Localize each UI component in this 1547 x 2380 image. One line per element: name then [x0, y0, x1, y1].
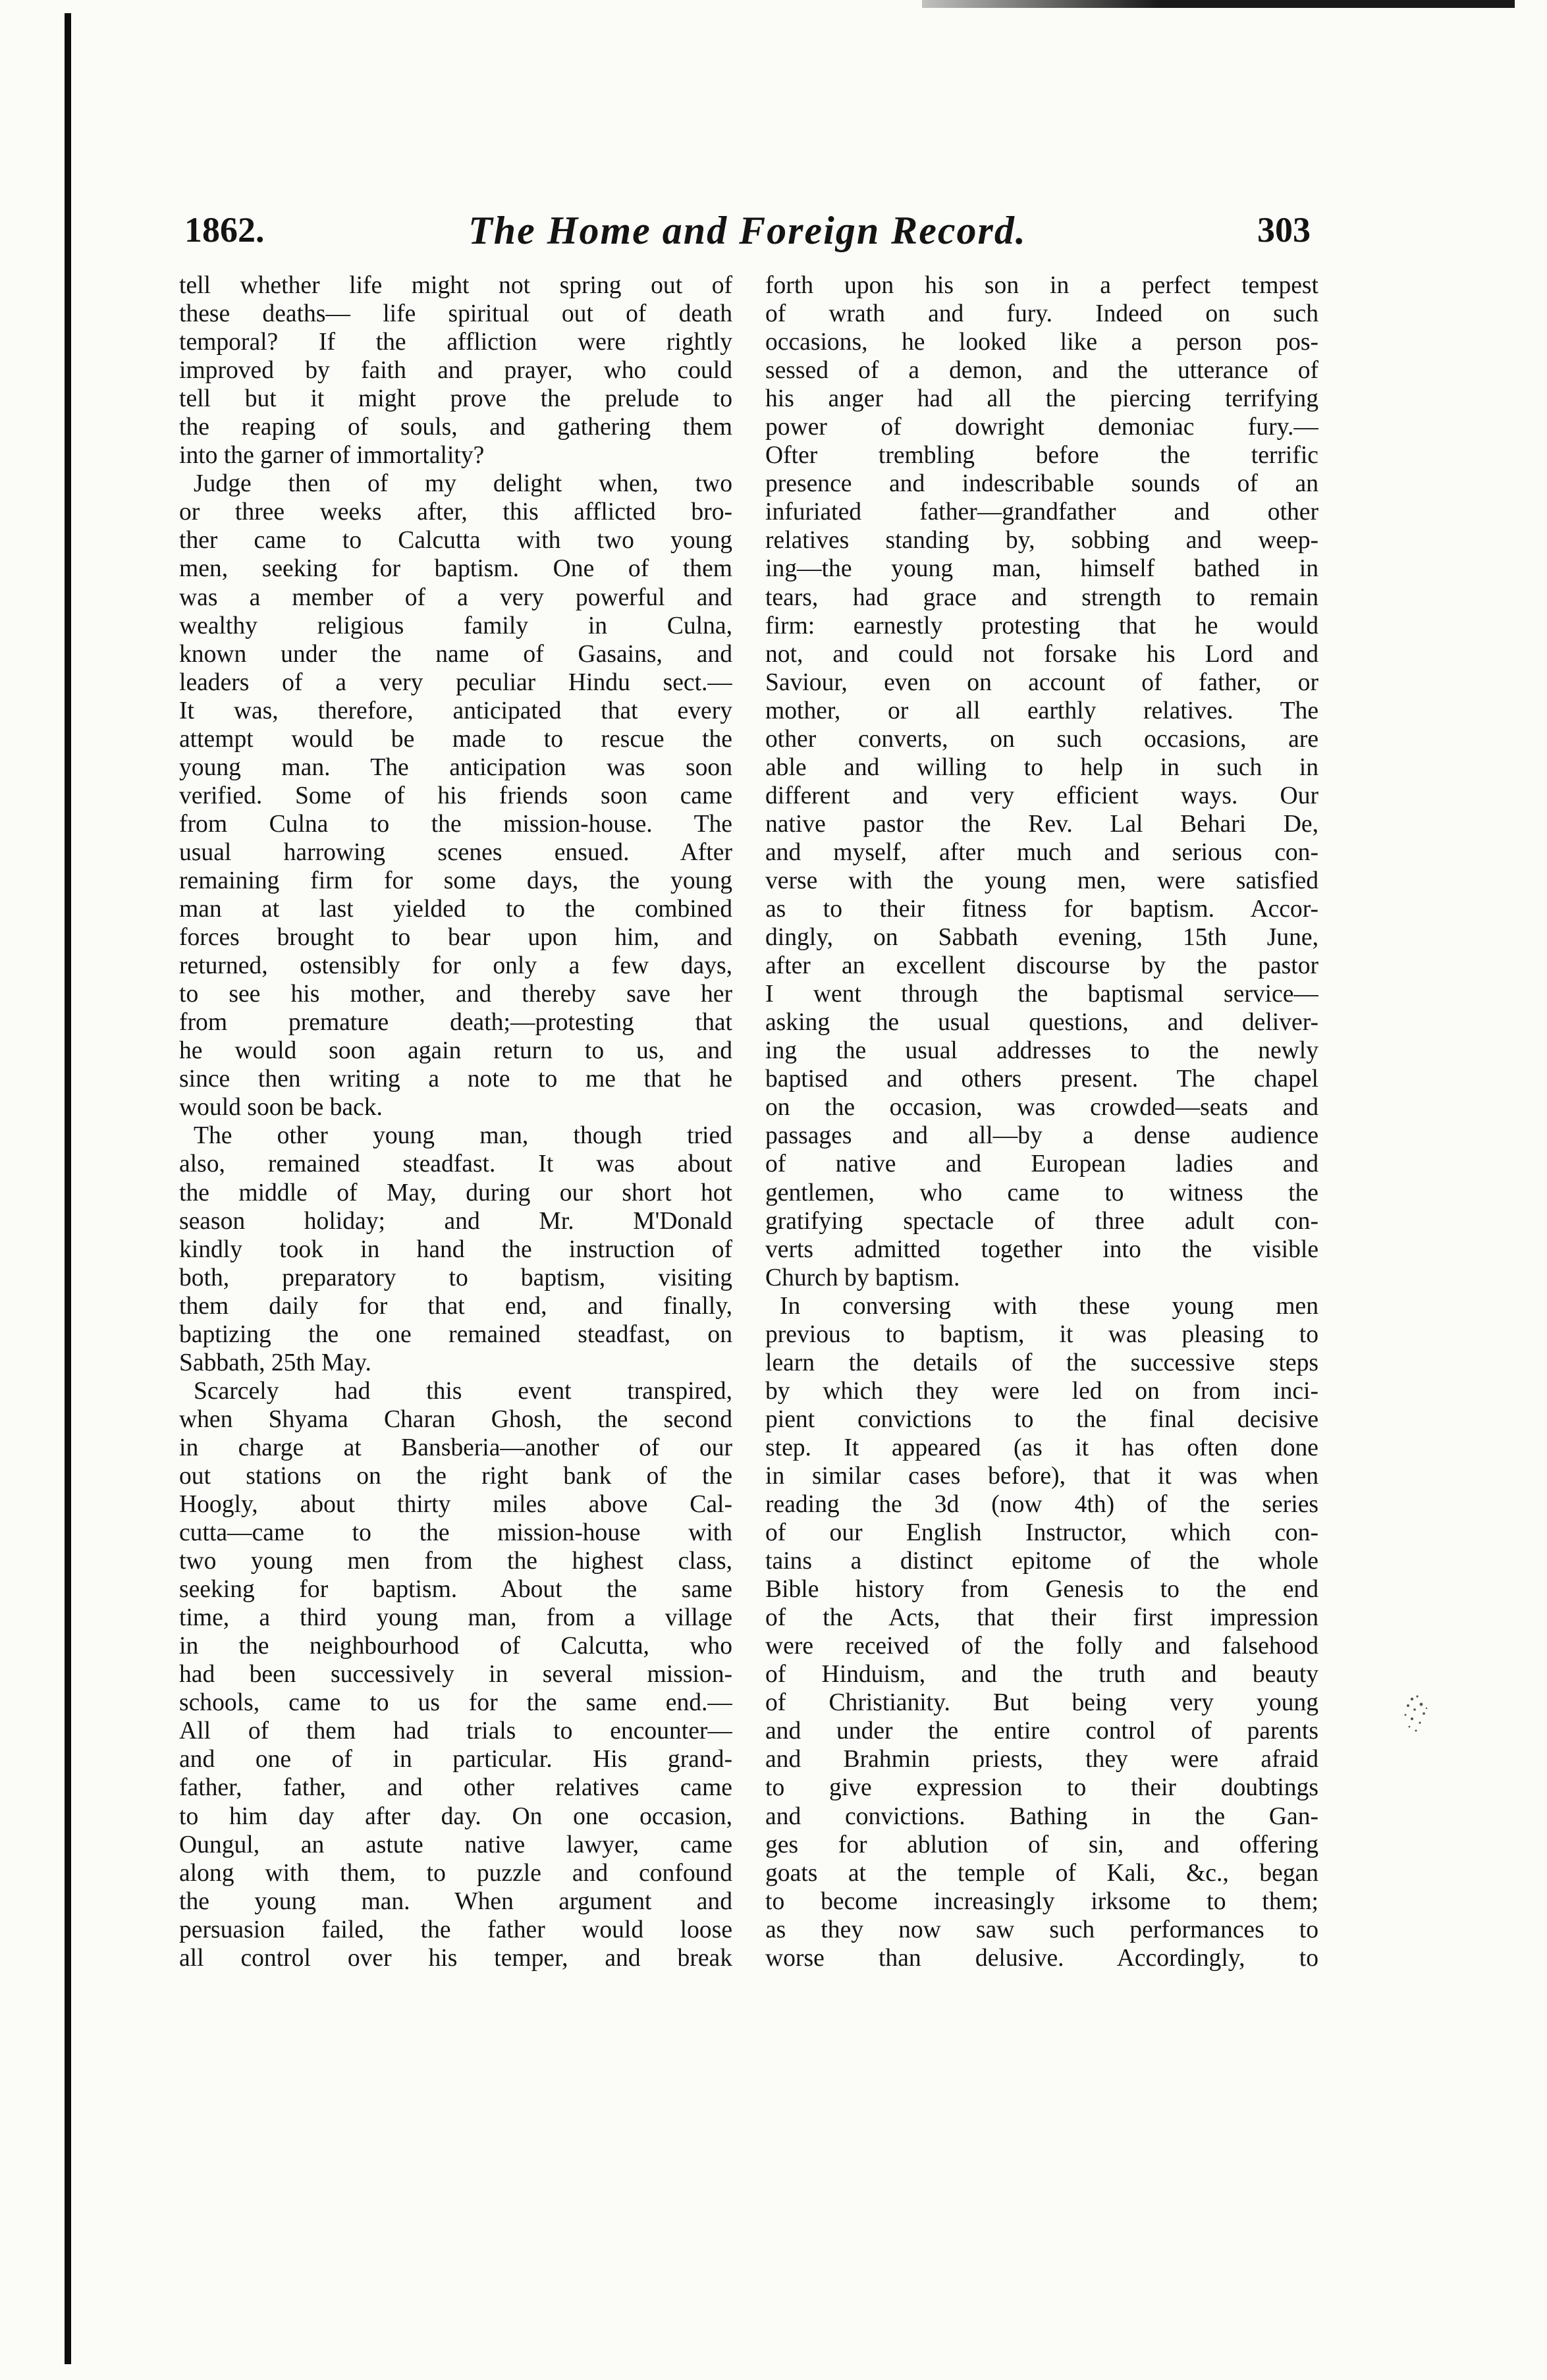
text-line: relatives standing by, sobbing and weep- — [765, 527, 1318, 554]
text-line: kindly took in hand the instruction of — [179, 1235, 732, 1263]
text-line: different and very efficient ways. Our — [765, 782, 1318, 809]
text-line: out stations on the right bank of the — [179, 1462, 732, 1490]
text-line: by which they were led on from inci- — [765, 1377, 1318, 1405]
text-line: known under the name of Gasains, and — [179, 640, 732, 668]
text-line: had been successively in several mission- — [179, 1661, 732, 1689]
text-line: usual harrowing scenes ensued. After — [179, 838, 732, 866]
left-text-column — [179, 271, 732, 1972]
text-line: It was, therefore, anticipated that every — [179, 697, 732, 724]
text-line: verified. Some of his friends soon came — [179, 782, 732, 809]
text-line: were received of the folly and falsehood — [765, 1633, 1318, 1660]
text-line: tains a distinct epitome of the whole — [765, 1548, 1318, 1575]
text-line: In conversing with these young men — [780, 1292, 1318, 1320]
text-line: Ofter trembling before the terrific — [765, 442, 1318, 470]
text-line: returned, ostensibly for only a few days, — [179, 952, 732, 980]
text-line: man at last yielded to the combined — [179, 896, 732, 923]
text-line: as to their fitness for baptism. Accor- — [765, 896, 1318, 923]
text-line: presence and indescribable sounds of an — [765, 470, 1318, 498]
text-line: these deaths— life spiritual out of death — [179, 300, 732, 328]
text-line: as they now saw such performances to — [765, 1916, 1318, 1943]
text-line: or three weeks after, this afflicted bro- — [179, 499, 732, 526]
text-line: from premature death;—protesting that — [179, 1009, 732, 1037]
text-line: asking the usual questions, and deliver- — [765, 1009, 1318, 1037]
text-line: previous to baptism, it was pleasing to — [765, 1320, 1318, 1348]
text-line: sessed of a demon, and the utterance of — [765, 357, 1318, 385]
text-line: after an excellent discourse by the pastor — [765, 952, 1318, 980]
text-line: power of dowright demoniac fury.— — [765, 414, 1318, 441]
page-edge-shadow — [65, 13, 71, 2364]
text-line: to see his mother, and thereby save her — [179, 981, 732, 1008]
text-line: them daily for that end, and finally, — [179, 1292, 732, 1320]
page-number: 303 — [1257, 210, 1311, 250]
text-line: persuasion failed, the father would loose — [179, 1916, 732, 1943]
text-line: in similar cases before), that it was when — [765, 1462, 1318, 1490]
text-line: schools, came to us for the same end.— — [179, 1689, 732, 1717]
text-line: also, remained steadfast. It was about — [179, 1150, 732, 1178]
text-line: cutta—came to the mission-house with — [179, 1519, 732, 1547]
text-line: along with them, to puzzle and confound — [179, 1859, 732, 1887]
text-line: to give expression to their doubtings — [765, 1774, 1318, 1802]
text-line: into the garner of immortality? — [179, 442, 485, 470]
text-line: Bible history from Genesis to the end — [765, 1576, 1318, 1604]
text-line: Saviour, even on account of father, or — [765, 668, 1318, 696]
header-year: 1862. — [184, 210, 265, 250]
text-line: the young man. When argument and — [179, 1887, 732, 1915]
text-line: when Shyama Charan Ghosh, the second — [179, 1405, 732, 1433]
text-line: since then writing a note to me that he — [179, 1066, 732, 1093]
text-line: time, a third young man, from a village — [179, 1604, 732, 1632]
text-line: was a member of a very powerful and — [179, 583, 732, 611]
text-line: Scarcely had this event transpired, — [194, 1377, 732, 1405]
text-line: learn the details of the successive steps — [765, 1349, 1318, 1376]
text-line: tears, had grace and strength to remain — [765, 583, 1318, 611]
text-line: all control over his temper, and break — [179, 1944, 732, 1972]
text-line: ing—the young man, himself bathed in — [765, 555, 1318, 583]
text-line: able and willing to help in such in — [765, 753, 1318, 781]
text-line: of native and European ladies and — [765, 1150, 1318, 1178]
ink-speck-mark — [1398, 1690, 1437, 1743]
text-line: two young men from the highest class, — [179, 1548, 732, 1575]
text-line: Hoogly, about thirty miles above Cal- — [179, 1491, 732, 1519]
text-line: dingly, on Sabbath evening, 15th June, — [765, 924, 1318, 952]
text-line: worse than delusive. Accordingly, to — [765, 1944, 1318, 1972]
text-line: and one of in particular. His grand- — [179, 1746, 732, 1773]
text-line: occasions, he looked like a person pos- — [765, 329, 1318, 356]
text-line: father, father, and other relatives came — [179, 1774, 732, 1802]
text-line: firm: earnestly protesting that he would — [765, 612, 1318, 639]
text-line: Church by baptism. — [765, 1264, 960, 1291]
text-line: in the neighbourhood of Calcutta, who — [179, 1633, 732, 1660]
text-line: and under the entire control of parents — [765, 1717, 1318, 1745]
text-line: passages and all—by a dense audience — [765, 1122, 1318, 1150]
text-line: All of them had trials to encounter— — [179, 1717, 732, 1745]
text-line: baptised and others present. The chapel — [765, 1066, 1318, 1093]
text-line: of Christianity. But being very young — [765, 1689, 1318, 1717]
text-line: forth upon his son in a perfect tempest — [765, 272, 1318, 299]
text-line: other converts, on such occasions, are — [765, 725, 1318, 753]
text-line: baptizing the one remained steadfast, on — [179, 1320, 732, 1348]
text-line: ges for ablution of sin, and offering — [765, 1831, 1318, 1858]
text-line: the middle of May, during our short hot — [179, 1179, 732, 1206]
journal-title: The Home and Foreign Record. — [468, 209, 1027, 252]
text-line: young man. The anticipation was soon — [179, 753, 732, 781]
text-line: to him day after day. On one occasion, — [179, 1802, 732, 1830]
text-line: of our English Instructor, which con- — [765, 1519, 1318, 1547]
text-line: mother, or all earthly relatives. The — [765, 697, 1318, 724]
text-line: the reaping of souls, and gathering them — [179, 414, 732, 441]
text-line: ther came to Calcutta with two young — [179, 527, 732, 554]
text-line: verts admitted together into the visible — [765, 1235, 1318, 1263]
text-line: to become increasingly irksome to them; — [765, 1887, 1318, 1915]
text-line: step. It appeared (as it has often done — [765, 1434, 1318, 1461]
text-line: in charge at Bansberia—another of our — [179, 1434, 732, 1461]
text-line: Sabbath, 25th May. — [179, 1349, 371, 1376]
text-line: both, preparatory to baptism, visiting — [179, 1264, 732, 1291]
text-line: native pastor the Rev. Lal Behari De, — [765, 810, 1318, 838]
text-line: seeking for baptism. About the same — [179, 1576, 732, 1604]
text-line: attempt would be made to rescue the — [179, 725, 732, 753]
text-line: The other young man, though tried — [194, 1122, 732, 1150]
text-line: and Brahmin priests, they were afraid — [765, 1746, 1318, 1773]
text-line: tell but it might prove the prelude to — [179, 385, 732, 413]
text-line: temporal? If the affliction were rightly — [179, 329, 732, 356]
text-line: and myself, after much and serious con- — [765, 838, 1318, 866]
text-line: gratifying spectacle of three adult con- — [765, 1207, 1318, 1235]
text-line: from Culna to the mission-house. The — [179, 810, 732, 838]
right-text-column — [765, 271, 1318, 1972]
running-header — [184, 209, 1311, 262]
text-line: gentlemen, who came to witness the — [765, 1179, 1318, 1206]
text-line: Oungul, an astute native lawyer, came — [179, 1831, 732, 1858]
text-line: forces brought to bear upon him, and — [179, 924, 732, 952]
text-line: not, and could not forsake his Lord and — [765, 640, 1318, 668]
text-line: he would soon again return to us, and — [179, 1037, 732, 1065]
text-line: verse with the young men, were satisfied — [765, 867, 1318, 894]
text-line: goats at the temple of Kali, &c., began — [765, 1859, 1318, 1887]
text-line: improved by faith and prayer, who could — [179, 357, 732, 385]
text-line: remaining firm for some days, the young — [179, 867, 732, 894]
text-line: his anger had all the piercing terrifying — [765, 385, 1318, 413]
text-line: ing the usual addresses to the newly — [765, 1037, 1318, 1065]
text-line: season holiday; and Mr. M'Donald — [179, 1207, 732, 1235]
text-line: infuriated father—grandfather and other — [765, 499, 1318, 526]
text-line: of the Acts, that their first impression — [765, 1604, 1318, 1632]
text-line: I went through the baptismal service— — [765, 981, 1318, 1008]
text-line: and convictions. Bathing in the Gan- — [765, 1802, 1318, 1830]
text-line: of wrath and fury. Indeed on such — [765, 300, 1318, 328]
text-line: men, seeking for baptism. One of them — [179, 555, 732, 583]
text-line: leaders of a very peculiar Hindu sect.— — [179, 668, 732, 696]
text-line: pient convictions to the final decisive — [765, 1405, 1318, 1433]
text-line: Judge then of my delight when, two — [194, 470, 732, 498]
text-line: reading the 3d (now 4th) of the series — [765, 1491, 1318, 1519]
text-line: on the occasion, was crowded—seats and — [765, 1094, 1318, 1122]
text-line: wealthy religious family in Culna, — [179, 612, 732, 639]
text-line: would soon be back. — [179, 1094, 383, 1122]
top-edge-rule — [922, 0, 1515, 8]
text-line: tell whether life might not spring out of — [179, 272, 732, 299]
text-line: of Hinduism, and the truth and beauty — [765, 1661, 1318, 1689]
